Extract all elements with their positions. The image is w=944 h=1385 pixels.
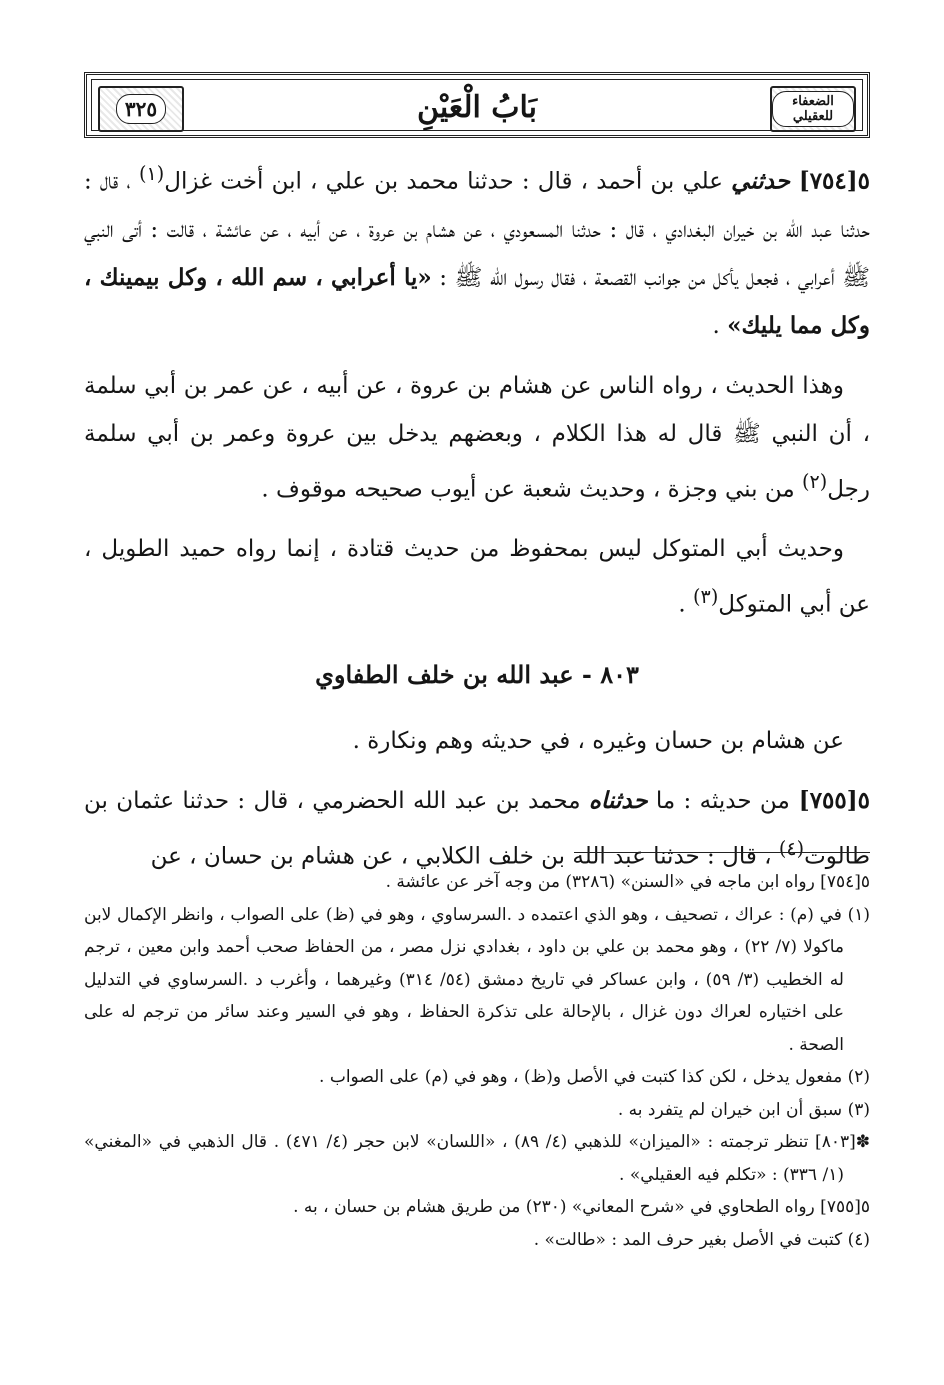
matn-text: ، قال : حدثنا عبد الله بن خيران البغدادي ، قال : حدثنا المسعودي ، عن هشام بن عروة ، عن أبيه ، عن عائشة ، قالت : أتى النبي ﷺ أعرابي ، فجعل يأكل من جوانب القصعة ، فقال رسول الله ﷺ :: [84, 168, 871, 291]
punctuation: .: [712, 312, 728, 339]
tahdith-word: حدثني: [731, 167, 790, 195]
footnote-ref: (٤): [778, 836, 805, 860]
isnad-text: محمد بن عبد الله الحضرمي ، قال : حدثنا عثمان بن طالوت: [84, 787, 870, 870]
prophetic-quote: «يا أعرابي ، سم الله ، وكل بيمينك ، وكل مما يليك»: [84, 263, 870, 339]
entry-description: عن هشام بن حسان وغيره ، في حديثه وهم ونكارة .: [352, 727, 844, 754]
book-logo-cartouche: [770, 86, 856, 132]
footnote: (٣) سبق أن ابن خيران لم يتفرد به .: [617, 1099, 870, 1120]
footnote-ref: (١): [138, 162, 165, 185]
footnote-ref: (٢): [801, 469, 828, 493]
commentary-paragraph: [84, 525, 870, 629]
isnad-text: علي بن أحمد ، قال : حدثنا محمد بن علي ، ابن أخت غزال: [164, 168, 732, 195]
commentary-text: وهذا الحديث ، رواه الناس عن هشام بن عروة ، عن أبيه ، عن عمر بن أبي سلمة ، أن النبي ﷺ قال له هذا الكلام ، وبعضهم يدخل بين عروة وعمر بن أبي سلمة رجل: [84, 372, 870, 503]
commentary-paragraph: [84, 362, 870, 514]
footnote: (١) في (م) : عراك ، تصحيف ، وهو الذي اعتمده د .السرساوي ، وهو في (ظ) على الصواب ، وانظر الإكمال لابن ماكولا (٧/ ٢٢) ، وهو محمد بن علي بن داود ، بغدادي نزل مصر ، من الحفاظ صحب أحمد وابن معين ، ترجم له الخطيب (٣/ ٥٩) ، وابن عساكر في تاريخ دمشق (٥٤/ ٣١٤) وغيرهما ، وأغرب د .السرساوي في التدليل على اختياره لعراك دون غزال ، بالإحالة على تذكرة الحفاظ ، وهو في السير وعند سائر من ترجم له على الصحة .: [84, 904, 870, 1055]
header-frame: [91, 79, 863, 131]
footnote: (٢) مفعول يدخل ، لكن كذا كتبت في الأصل و(ظ) ، وهو في (م) على الصواب .: [319, 1067, 870, 1087]
footnote: ✽[٨٠٣] تنظر ترجمته : «الميزان» للذهبي (٤/ ٨٩) ، «اللسان» لابن حجر (٤/ ٤٧١) . قال الذهبي في «المغني» (١/ ٣٣٦) : «تكلم فيه العقيلي» .: [84, 1132, 870, 1185]
tahdith-word: حدثناه: [588, 786, 648, 814]
page-number: ٣٢٥: [116, 94, 166, 124]
hadith-number: ٥[٧٥٤]: [789, 167, 871, 195]
hadith-754: [84, 150, 870, 350]
footnote: ٥[٧٥٥] رواه الطحاوي في «شرح المعاني» (٢٣٠) من طريق هشام بن حسان ، به .: [293, 1197, 870, 1217]
isnad-text: من حديثه : ما: [647, 787, 790, 814]
footnotes: [84, 866, 870, 1256]
entry-heading: ٨٠٣ - عبد الله بن خلف الطفاوي: [315, 659, 639, 689]
footnote-ref: (٣): [693, 585, 719, 609]
isnad-text: ، قال : حدثنا عبد الله بن خلف الكلابي ، عن هشام بن حسان ، عن: [150, 843, 779, 870]
commentary-text: .: [678, 591, 694, 618]
page-header: [84, 72, 870, 138]
footnote: ٥[٧٥٤] رواه ابن ماجه في «السنن» (٣٢٨٦) من وجه آخر عن عائشة .: [385, 872, 870, 892]
footnote: (٤) كتبت في الأصل بغير حرف المد : «طالت» .: [533, 1229, 870, 1250]
commentary-text: وحديث أبي المتوكل ليس بمحفوظ من حديث قتادة ، إنما رواه حميد الطويل ، عن أبي المتوكل: [84, 536, 870, 618]
chapter-title: بَابُ الْعَيْنِ: [416, 90, 537, 125]
book-logo: الضعفاء للعقيلي: [772, 91, 854, 127]
footnote-separator: [574, 852, 870, 853]
hadith-number: ٥[٧٥٥]: [789, 786, 870, 814]
main-text: [84, 150, 870, 881]
commentary-text: من بني وجزة ، وحديث شعبة عن أيوب صحيحه موقوف .: [261, 476, 802, 503]
